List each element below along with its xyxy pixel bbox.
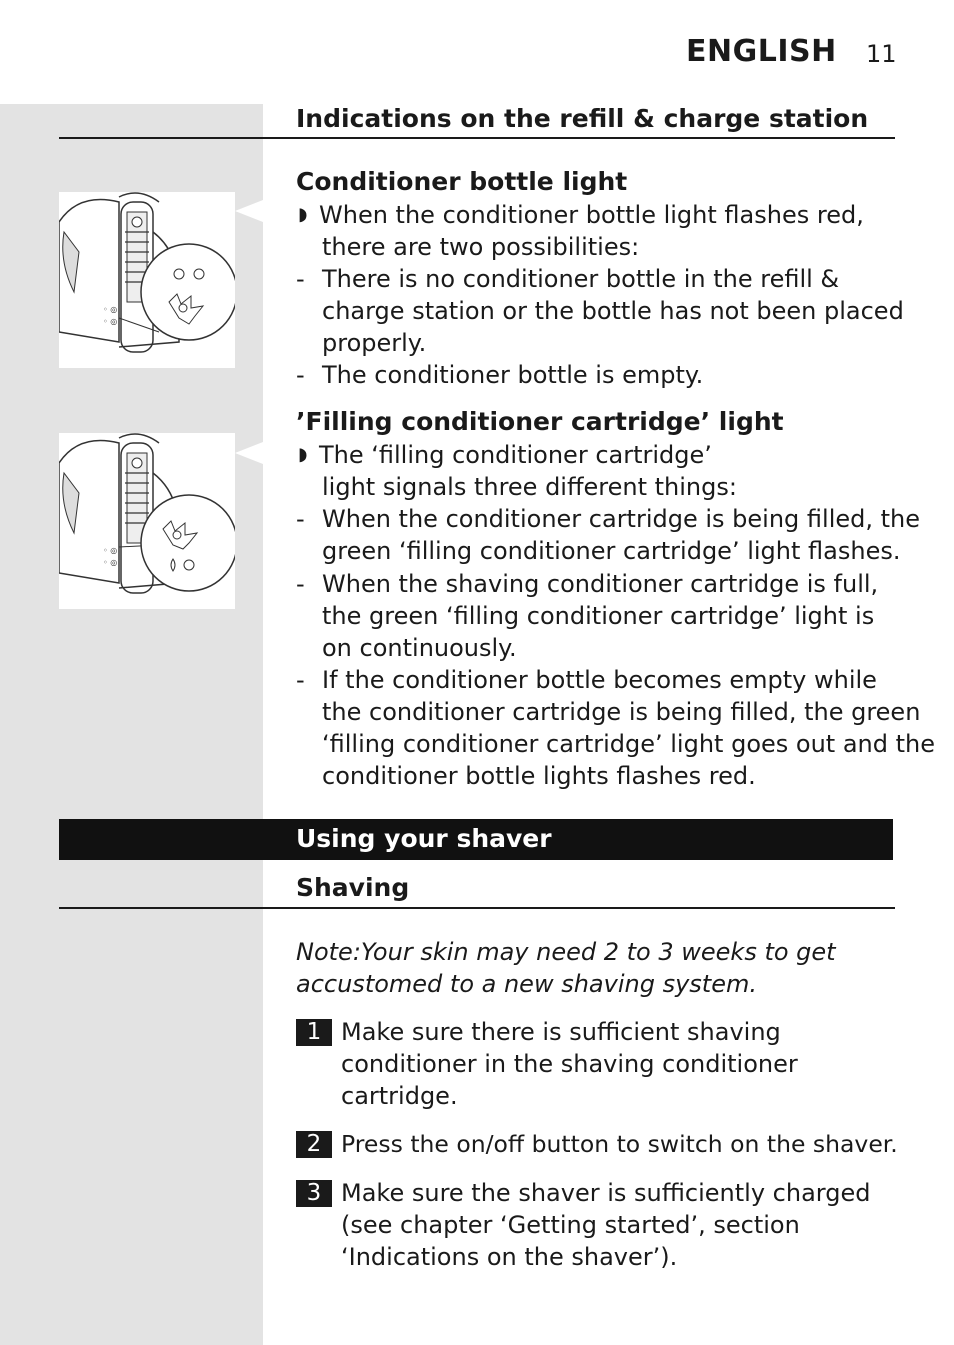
list-item-line: green ‘filling conditioner cartridge’ light flashes. xyxy=(322,537,901,565)
note-line: Note:Your skin may need 2 to 3 weeks to get xyxy=(296,938,836,966)
svg-text:◦ ◎: ◦ ◎ xyxy=(103,317,118,326)
list-item-line: When the conditioner cartridge is being filled, the xyxy=(322,505,921,533)
step-number: 3 xyxy=(296,1180,332,1207)
step-line: ‘Indications on the shaver’). xyxy=(341,1243,678,1271)
step-line: cartridge. xyxy=(341,1082,458,1110)
dash-marker: - xyxy=(296,570,305,598)
section-rule xyxy=(59,907,895,909)
bullet-triangle-icon: ◗ xyxy=(298,204,308,225)
list-item-line: The conditioner bottle is empty. xyxy=(322,361,704,389)
list-item-line: on continuously. xyxy=(322,634,517,662)
list-item-line: the green ‘filling conditioner cartridge’ light is xyxy=(322,602,875,630)
section-title-using-shaver: Using your shaver xyxy=(296,824,552,853)
step-line: Make sure there is sufficient shaving xyxy=(341,1018,781,1046)
section-title-indications: Indications on the refill & charge station xyxy=(296,104,869,133)
subsection-title-filling: ’Filling conditioner cartridge’ light xyxy=(296,407,784,436)
step-line: Make sure the shaver is sufficiently charged xyxy=(341,1179,871,1207)
step-line: Press the on/off button to switch on the shaver. xyxy=(341,1130,898,1158)
page-number: 11 xyxy=(866,40,897,68)
dash-marker: - xyxy=(296,361,305,389)
note-line: accustomed to a new shaving system. xyxy=(296,970,757,998)
list-item-line: properly. xyxy=(322,329,427,357)
bullet-triangle-icon: ◗ xyxy=(298,444,308,465)
section-bar-using-shaver xyxy=(59,819,893,860)
dash-marker: - xyxy=(296,505,305,533)
bullet-line: When the conditioner bottle light flashes red, xyxy=(319,201,864,229)
list-item-line: conditioner bottle lights flashes red. xyxy=(322,762,756,790)
bullet-line: there are two possibilities: xyxy=(322,233,640,261)
callout-pointer xyxy=(235,442,263,464)
step-number: 1 xyxy=(296,1019,332,1046)
callout-pointer xyxy=(235,200,263,222)
shaver-station-illustration xyxy=(59,433,235,609)
subsection-title-conditioner: Conditioner bottle light xyxy=(296,167,628,196)
station-conditioner-icon xyxy=(59,192,235,368)
svg-text:◦ ◎: ◦ ◎ xyxy=(103,305,118,314)
dash-marker: - xyxy=(296,265,305,293)
step-line: (see chapter ‘Getting started’, section xyxy=(341,1211,800,1239)
shaver-station-illustration xyxy=(59,192,235,368)
list-item-line: When the shaving conditioner cartridge is full, xyxy=(322,570,879,598)
list-item-line: ‘filling conditioner cartridge’ light goes out and the xyxy=(322,730,935,758)
dash-marker: - xyxy=(296,666,305,694)
subsection-title-shaving: Shaving xyxy=(296,873,410,902)
list-item-line: If the conditioner bottle becomes empty while xyxy=(322,666,877,694)
list-item-line: charge station or the bottle has not been placed xyxy=(322,297,904,325)
step-number: 2 xyxy=(296,1131,332,1158)
svg-text:◦ ◎: ◦ ◎ xyxy=(103,558,118,567)
section-rule xyxy=(59,137,895,139)
svg-text:◦ ◎: ◦ ◎ xyxy=(103,546,118,555)
language-header: ENGLISH xyxy=(686,34,837,69)
list-item-line: There is no conditioner bottle in the refill & xyxy=(322,265,840,293)
bullet-line: The ‘filling conditioner cartridge’ xyxy=(319,441,712,469)
list-item-line: the conditioner cartridge is being filled, the green xyxy=(322,698,921,726)
bullet-line: light signals three different things: xyxy=(322,473,737,501)
station-filling-icon xyxy=(59,433,235,609)
step-line: conditioner in the shaving conditioner xyxy=(341,1050,798,1078)
